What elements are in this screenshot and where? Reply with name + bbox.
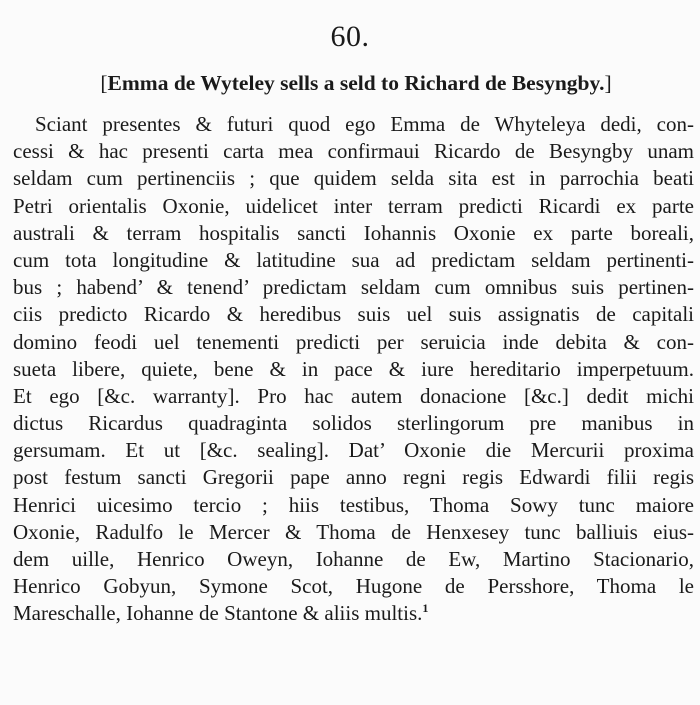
body-line: dictus Ricardus quadraginta solidos sterlingorum pre manibus in xyxy=(13,411,694,436)
body-line: dem uille, Henrico Oweyn, Iohanne de Ew, Martino Stacionario, xyxy=(13,547,694,571)
heading-open-bracket: [ xyxy=(100,71,108,95)
charter-heading xyxy=(20,70,692,96)
body-line-last-text: Mareschalle, Iohanne de Stantone & aliis multis. xyxy=(13,601,423,626)
body-line: sueta libere, quiete, bene & in pace & iure hereditario imperpetuum. xyxy=(13,356,694,381)
body-line: post festum sancti Gregorii pape anno regni regis Edwardi filii regis xyxy=(13,465,694,490)
body-line: Petri orientalis Oxonie, uidelicet inter terram predicti Ricardi ex parte xyxy=(13,193,694,218)
page-number: 60. xyxy=(330,20,370,53)
charter-body xyxy=(13,111,694,628)
body-line: cum tota longitudine & latitudine sua ad predictam seldam pertinenti- xyxy=(13,247,694,272)
body-line: Henrici uicesimo tercio ; hiis testibus, Thoma Sowy tunc maiore xyxy=(13,492,694,517)
body-line: seldam cum pertinenciis ; que quidem selda sita est in parrochia beati xyxy=(13,166,694,191)
body-line: Sciant presentes & futuri quod ego Emma de Whyteleya dedi, con- xyxy=(35,112,694,136)
footnote-marker[interactable]: 1 xyxy=(422,601,429,616)
body-line: Et ego [&c. warranty]. Pro hac autem donacione [&c.] dedit michi xyxy=(13,383,694,408)
body-line: cessi & hac presenti carta mea confirmaui Ricardo de Besyngby unam xyxy=(13,139,694,164)
heading-close-bracket: ] xyxy=(604,71,612,95)
body-line: Oxonie, Radulfo le Mercer & Thoma de Henxesey tunc balliuis eius- xyxy=(13,519,694,544)
body-line: australi & terram hospitalis sancti Iohannis Oxonie ex parte boreali, xyxy=(13,220,694,245)
body-line: Henrico Gobyun, Symone Scot, Hugone de Persshore, Thoma le xyxy=(13,574,694,599)
body-line-last xyxy=(13,600,694,627)
body-line: domino feodi uel tenementi predicti per seruicia inde debita & con- xyxy=(13,329,694,354)
body-line: bus ; habend’ & tenend’ predictam seldam cum omnibus suis pertinen- xyxy=(13,275,694,300)
body-line: gersumam. Et ut [&c. sealing]. Dat’ Oxonie die Mercurii proxima xyxy=(13,438,694,463)
body-line: ciis predicto Ricardo & heredibus suis uel suis assignatis de capitali xyxy=(13,302,694,327)
heading-title: Emma de Wyteley sells a seld to Richard de Besyngby. xyxy=(107,71,605,95)
